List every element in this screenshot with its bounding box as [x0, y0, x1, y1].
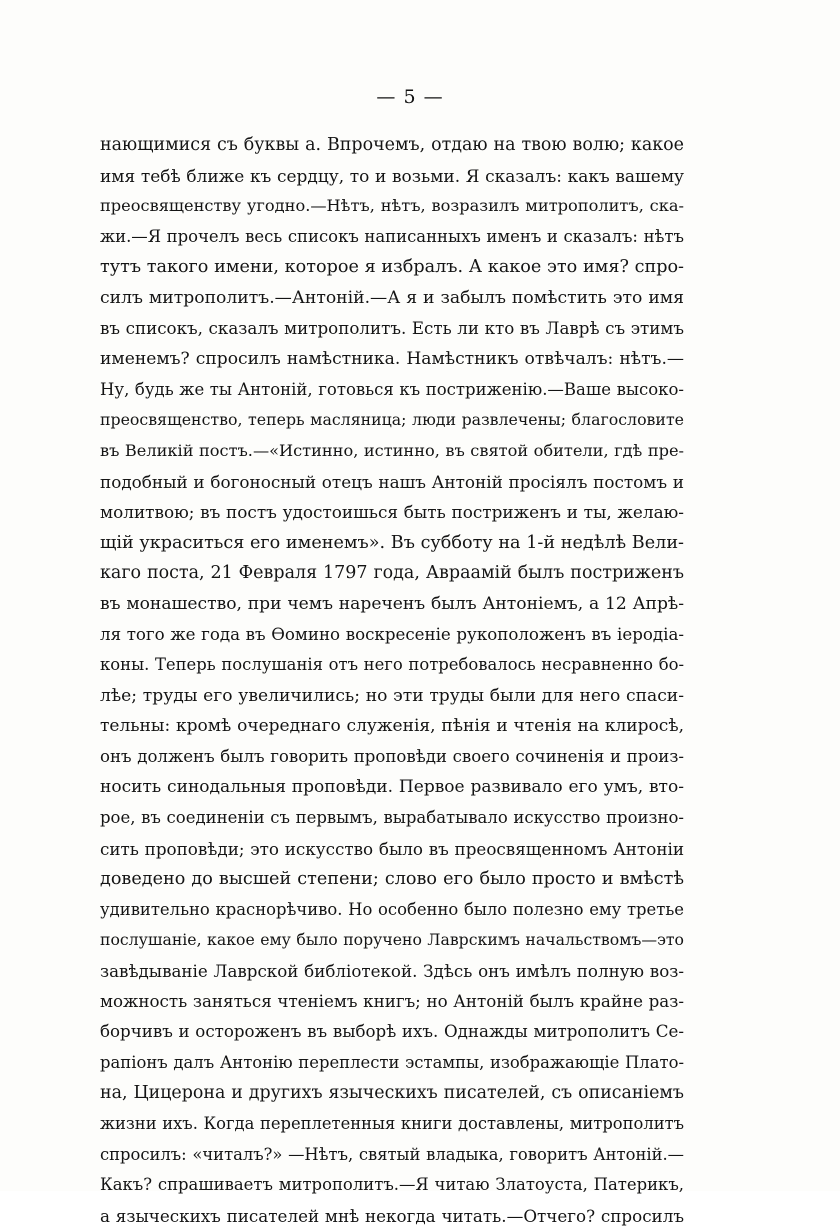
text-line: Ну, будь же ты Антоній, готовься къ постриженію.—Ваше высоко-	[100, 379, 684, 399]
text-line: сить проповѣди; это искусство было въ преосвященномъ Антоніи	[100, 838, 684, 859]
text-line: спросилъ: «читалъ?» —Нѣтъ, святый владыка, говоритъ Антоній.—	[100, 1144, 684, 1164]
text-line: нающимися съ буквы а. Впрочемъ, отдаю на твою волю; какое	[100, 135, 684, 155]
page-number: — 5 —	[376, 86, 444, 108]
text-line: тельны: кромѣ очереднаго служенія, пѣнія и чтенія на клиросѣ,	[100, 716, 684, 737]
body-text	[100, 130, 684, 1231]
text-line: именемъ? спросилъ намѣстника. Намѣстникъ отвѣчалъ: нѣтъ.—	[100, 349, 684, 370]
text-line: рое, въ соединеніи съ первымъ, вырабатывало искусство произно-	[100, 808, 684, 828]
text-line: на, Цицерона и другихъ языческихъ писателей, съ описаніемъ	[100, 1083, 684, 1104]
text-line: можность заняться чтеніемъ книгъ; но Антоній былъ крайне раз-	[100, 991, 684, 1011]
text-line: коны. Теперь послушанія отъ него потребовалось несравненно бо-	[100, 655, 684, 675]
text-line: а языческихъ писателей мнѣ некогда читать.—Отчего? спросилъ	[100, 1205, 684, 1226]
text-line: носить синодальныя проповѣди. Первое развивало его умъ, вто-	[100, 777, 684, 798]
text-line: рапіонъ далъ Антонію переплести эстампы, изображающіе Плато-	[100, 1052, 684, 1072]
text-line: подобный и богоносный отецъ нашъ Антоній просіялъ постомъ и	[100, 471, 684, 492]
text-line: щій украситься его именемъ». Въ субботу на 1-й недѣлѣ Вели-	[100, 532, 684, 553]
text-line: послушаніе, какое ему было поручено Лаврскимъ начальствомъ—это	[100, 930, 684, 950]
text-line: преосвященству угодно.—Нѣтъ, нѣтъ, возразилъ митрополитъ, ска-	[100, 196, 684, 216]
text-line: онъ долженъ былъ говорить проповѣди своего сочиненія и произ-	[100, 746, 684, 766]
text-line: въ монашество, при чемъ нареченъ былъ Антоніемъ, а 12 Апрѣ-	[100, 593, 684, 614]
text-line: жи.—Я прочелъ весь списокъ написанныхъ именъ и сказалъ: нѣтъ	[100, 226, 684, 246]
text-line: доведено до высшей степени; слово его было просто и вмѣстѣ	[100, 869, 684, 890]
text-line: каго поста, 21 Февраля 1797 года, Авраамій былъ постриженъ	[100, 563, 684, 584]
text-line: преосвященство, теперь масляница; люди развлечены; благословите	[100, 410, 684, 430]
text-line: въ списокъ, сказалъ митрополитъ. Есть ли кто въ Лаврѣ съ этимъ	[100, 318, 684, 338]
text-line: молитвою; въ постъ удостоишься быть постриженъ и ты, желаю-	[100, 502, 684, 523]
text-line: завѣдываніе Лаврской библіотекой. Здѣсь онъ имѣлъ полную воз-	[100, 961, 684, 982]
text-line: жизни ихъ. Когда переплетенныя книги доставлены, митрополитъ	[100, 1114, 684, 1133]
text-line: Какъ? спрашиваетъ митрополитъ.—Я читаю Златоуста, Патерикъ,	[100, 1175, 684, 1195]
text-line: въ Великій постъ.—«Истинно, истинно, въ святой обители, гдѣ пре-	[100, 440, 684, 460]
text-line: тутъ такого имени, которое я избралъ. А какое это имя? спро-	[100, 257, 684, 278]
text-line: лѣе; труды его увеличились; но эти труды были для него спаси-	[100, 685, 684, 706]
text-line: имя тебѣ ближе къ сердцу, то и возьми. Я сказалъ: какъ вашему	[100, 165, 684, 186]
text-line: силъ митрополитъ.—Антоній.—А я и забылъ помѣстить это имя	[100, 287, 684, 308]
text-line: удивительно краснорѣчиво. Но особенно было полезно ему третье	[100, 899, 684, 919]
text-line: борчивъ и остороженъ въ выборѣ ихъ. Однажды митрополитъ Се-	[100, 1022, 684, 1042]
text-line: ля того же года въ Ѳомино воскресеніе рукоположенъ въ іеродіа-	[100, 624, 684, 644]
